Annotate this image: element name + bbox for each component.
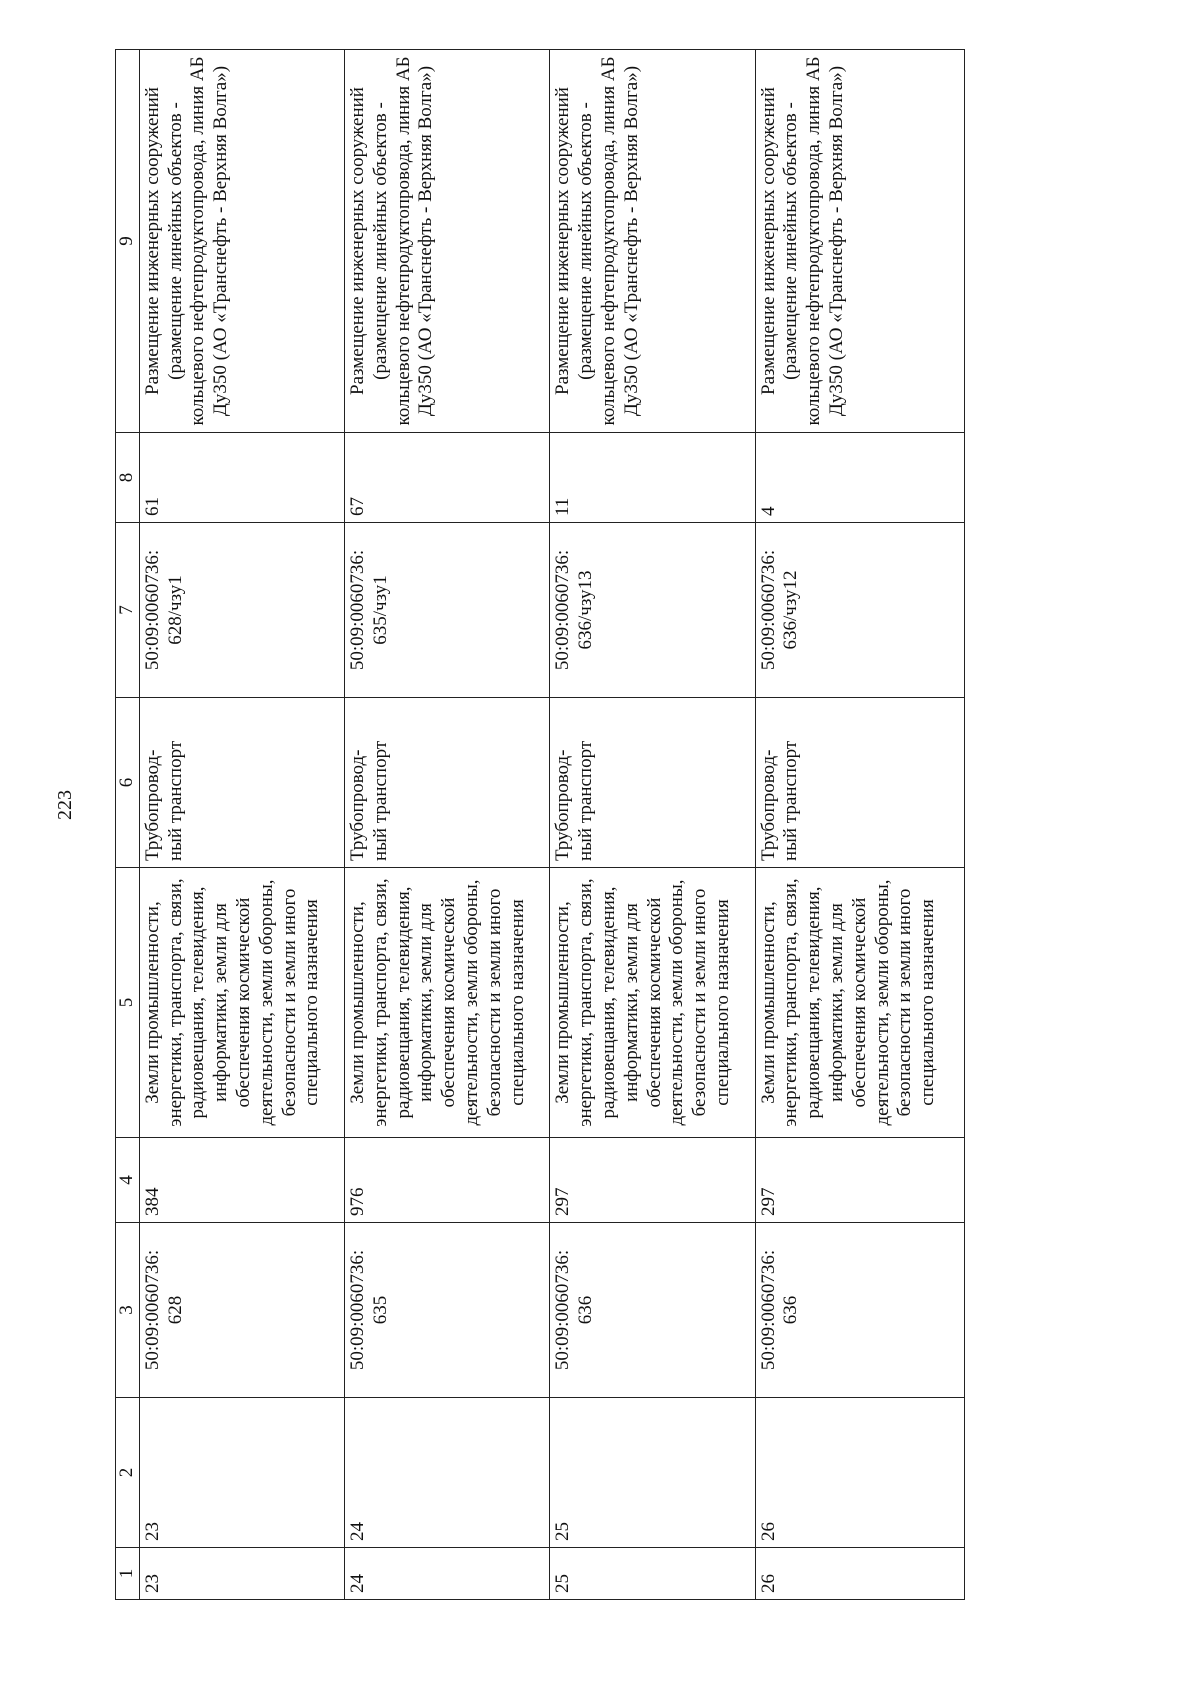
cell-cadastral-number: 50:09:0060736: 636 [755,1223,964,1398]
cell-cadastral-number: 50:09:0060736: 636 [550,1223,755,1398]
col-header-2: 2 [116,1398,140,1548]
table-row [550,50,755,1600]
cell-part-cadastral-number: 50:09:0060736: 636/чзу13 [550,523,755,698]
col-header-4: 4 [116,1138,140,1223]
cell-plot-number: 24 [345,1398,550,1548]
cell-row-number: 25 [550,1548,755,1600]
cell-part-area: 4 [755,433,964,523]
cell-plot-number: 26 [755,1398,964,1548]
cell-row-number: 23 [139,1548,344,1600]
table-row [755,50,964,1600]
cell-plot-number: 23 [139,1398,344,1548]
col-header-5: 5 [116,868,140,1138]
cell-permitted-use: Трубопровод- ный транспорт [139,698,344,868]
cell-land-category: Земли промышленности, энергетики, транспорта, связи, радиовещания, телевидения, информатики, земли для обеспечения космической деятельности, земли обороны, безопасности и земли иного специального назначения [139,868,344,1138]
col-header-6: 6 [116,698,140,868]
cell-plot-number: 25 [550,1398,755,1548]
page-number: 223 [54,790,76,820]
cell-area: 976 [345,1138,550,1223]
cell-permitted-use: Трубопровод- ный транспорт [755,698,964,868]
cell-part-cadastral-number: 50:09:0060736: 635/чзу1 [345,523,550,698]
cell-purpose: Размещение инженерных сооружений (размещение линейных объектов - кольцевого нефтепродуктопровода, линия АБ Ду350 (АО «Транснефть - Верхняя Волга») [755,50,964,433]
cell-area: 384 [139,1138,344,1223]
table-row [139,50,344,1600]
cell-cadastral-number: 50:09:0060736: 635 [345,1223,550,1398]
cell-part-area: 67 [345,433,550,523]
cell-permitted-use: Трубопровод- ный транспорт [550,698,755,868]
cell-part-cadastral-number: 50:09:0060736: 628/чзу1 [139,523,344,698]
col-header-1: 1 [116,1548,140,1600]
cell-part-cadastral-number: 50:09:0060736: 636/чзу12 [755,523,964,698]
col-header-7: 7 [116,523,140,698]
cell-area: 297 [550,1138,755,1223]
table-row [345,50,550,1600]
col-header-3: 3 [116,1223,140,1398]
cell-purpose: Размещение инженерных сооружений (размещение линейных объектов - кольцевого нефтепродуктопровода, линия АБ Ду350 (АО «Транснефть - Верхняя Волга») [139,50,344,433]
header-row [116,50,140,1600]
cell-purpose: Размещение инженерных сооружений (размещение линейных объектов - кольцевого нефтепродуктопровода, линия АБ Ду350 (АО «Транснефть - Верхняя Волга») [345,50,550,433]
land-plots-table-wrapper [115,50,965,1600]
cell-part-area: 11 [550,433,755,523]
cell-land-category: Земли промышленности, энергетики, транспорта, связи, радиовещания, телевидения, информатики, земли для обеспечения космической деятельности, земли обороны, безопасности и земли иного специального назначения [550,868,755,1138]
land-plots-table [115,49,965,1600]
cell-cadastral-number: 50:09:0060736: 628 [139,1223,344,1398]
cell-land-category: Земли промышленности, энергетики, транспорта, связи, радиовещания, телевидения, информатики, земли для обеспечения космической деятельности, земли обороны, безопасности и земли иного специального назначения [755,868,964,1138]
cell-permitted-use: Трубопровод- ный транспорт [345,698,550,868]
cell-area: 297 [755,1138,964,1223]
cell-row-number: 26 [755,1548,964,1600]
col-header-8: 8 [116,433,140,523]
col-header-9: 9 [116,50,140,433]
cell-purpose: Размещение инженерных сооружений (размещение линейных объектов - кольцевого нефтепродуктопровода, линия АБ Ду350 (АО «Транснефть - Верхняя Волга») [550,50,755,433]
cell-part-area: 61 [139,433,344,523]
cell-row-number: 24 [345,1548,550,1600]
cell-land-category: Земли промышленности, энергетики, транспорта, связи, радиовещания, телевидения, информатики, земли для обеспечения космической деятельности, земли обороны, безопасности и земли иного специального назначения [345,868,550,1138]
